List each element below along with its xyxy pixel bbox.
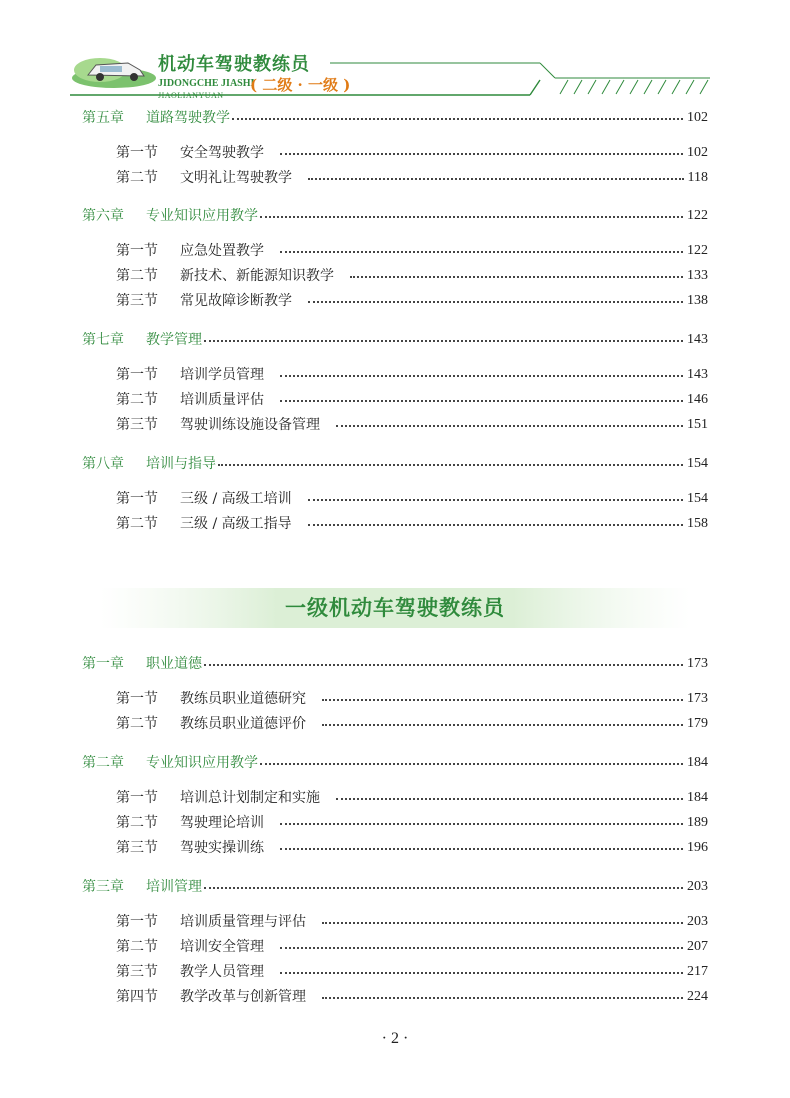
chapter-number: 第一章 [82,656,124,672]
chapter-number: 第八章 [82,456,124,472]
leader-dots [308,524,683,526]
page-ref: 138 [687,293,708,308]
page-ref: 184 [687,790,708,805]
leader-dots [322,997,683,999]
leader-dots [280,823,683,825]
section-number: 第一节 [116,691,158,707]
toc-section-row [0,712,790,736]
section-title: 三级 / 高级工指导 [180,516,292,532]
section-number: 第二节 [116,268,158,284]
toc-chapter-row [0,452,790,476]
section-number: 第一节 [116,491,158,507]
leader-dots [260,763,683,765]
section-number: 第一节 [116,367,158,383]
toc-section-row [0,388,790,412]
section-title: 教学人员管理 [180,964,264,980]
leader-dots [350,276,683,278]
toc-section-row [0,289,790,313]
section-number: 第二节 [116,516,158,532]
leader-dots [204,664,683,666]
section-number: 第三节 [116,417,158,433]
leader-dots [280,400,683,402]
page-ref: 122 [687,208,708,223]
section-number: 第一节 [116,243,158,259]
section-number: 第二节 [116,170,158,186]
leader-dots [308,499,683,501]
section-title: 教练员职业道德研究 [180,691,306,707]
toc-section-row [0,487,790,511]
leader-dots [232,118,683,120]
page-ref: 184 [687,755,708,770]
page-ref: 143 [687,332,708,347]
leader-dots [260,216,683,218]
page-ref: 158 [687,516,708,531]
section-number: 第二节 [116,392,158,408]
section-title: 安全驾驶教学 [180,145,264,161]
toc-chapter-row [0,328,790,352]
section-title: 常见故障诊断教学 [180,293,292,309]
chapter-title: 专业知识应用教学 [146,208,258,224]
leader-dots [322,922,683,924]
toc-section-row [0,512,790,536]
section-number: 第三节 [116,964,158,980]
section-title: 教练员职业道德评价 [180,716,306,732]
chapter-title: 教学管理 [146,332,202,348]
toc-section-row [0,239,790,263]
section-title: 培训学员管理 [180,367,264,383]
leader-dots [280,251,683,253]
chapter-title: 培训与指导 [146,456,216,472]
toc-section-row [0,363,790,387]
page-ref: 203 [687,914,708,929]
leader-dots [280,375,683,377]
section-title: 新技术、新能源知识教学 [180,268,334,284]
section-number: 第二节 [116,716,158,732]
leader-dots [280,848,683,850]
toc-section-row [0,264,790,288]
chapter-number: 第五章 [82,110,124,126]
section-number: 第四节 [116,989,158,1005]
toc-section-row [0,935,790,959]
page-ref: 102 [687,110,708,125]
leader-dots [280,972,683,974]
toc-section-row [0,141,790,165]
section-title: 教学改革与创新管理 [180,989,306,1005]
header-pinyin-line1: JIDONGCHE JIASHI [158,78,255,89]
leader-dots [308,178,684,180]
section-title: 应急处置教学 [180,243,264,259]
page-ref: 102 [687,145,708,160]
chapter-number: 第三章 [82,879,124,895]
banner-title: 一级机动车驾驶教练员 [285,596,505,620]
page-ref: 217 [687,964,708,979]
section-number: 第二节 [116,815,158,831]
section-title: 培训质量评估 [180,392,264,408]
page-ref: 179 [687,716,708,731]
page-ref: 133 [687,268,708,283]
chapter-title: 职业道德 [146,656,202,672]
page-ref: 154 [687,456,708,471]
page-ref: 173 [687,656,708,671]
section-title: 文明礼让驾驶教学 [180,170,292,186]
section-title: 培训安全管理 [180,939,264,955]
leader-dots [336,425,683,427]
toc-chapter-row [0,751,790,775]
leader-dots [308,301,683,303]
page-ref: 154 [687,491,708,506]
page-ref: 203 [687,879,708,894]
toc-section-row [0,960,790,984]
toc-section-row [0,687,790,711]
section-title: 驾驶训练设施设备管理 [180,417,320,433]
toc-chapter-row [0,652,790,676]
toc-section-row [0,910,790,934]
header-level-label: ( 二级 · 一级 ) [250,76,351,94]
leader-dots [280,947,683,949]
section-number: 第二节 [116,939,158,955]
page-ref: 146 [687,392,708,407]
section-number: 第三节 [116,840,158,856]
chapter-title: 培训管理 [146,879,202,895]
car-logo-icon [70,48,158,88]
section-number: 第一节 [116,145,158,161]
running-header [0,0,790,110]
chapter-title: 专业知识应用教学 [146,755,258,771]
section-banner [100,588,690,628]
page-ref: 173 [687,691,708,706]
section-title: 三级 / 高级工培训 [180,491,292,507]
leader-dots [218,464,683,466]
leader-dots [322,724,683,726]
header-title: 机动车驾驶教练员 [158,54,310,75]
page-ref: 224 [687,989,708,1004]
section-title: 驾驶实操训练 [180,840,264,856]
toc-section-row [0,413,790,437]
page-ref: 118 [687,170,708,185]
leader-dots [204,887,683,889]
toc-section-row [0,786,790,810]
leader-dots [280,153,683,155]
leader-dots [336,798,683,800]
header-pinyin-line2: JIAOLIANYUAN [158,91,224,100]
page-ref: 122 [687,243,708,258]
section-title: 培训总计划制定和实施 [180,790,320,806]
chapter-number: 第七章 [82,332,124,348]
page-ref: 207 [687,939,708,954]
chapter-title: 道路驾驶教学 [146,110,230,126]
toc-chapter-row [0,875,790,899]
page-ref: 196 [687,840,708,855]
page-number: · 2 · [381,1030,409,1047]
toc-chapter-row [0,106,790,130]
page-ref: 189 [687,815,708,830]
toc-section-row [0,166,790,190]
toc-chapter-row [0,204,790,228]
toc-section-row [0,811,790,835]
leader-dots [204,340,683,342]
chapter-number: 第二章 [82,755,124,771]
leader-dots [322,699,683,701]
toc-section-row [0,836,790,860]
section-title: 驾驶理论培训 [180,815,264,831]
section-number: 第一节 [116,790,158,806]
section-title: 培训质量管理与评估 [180,914,306,930]
page-ref: 143 [687,367,708,382]
section-number: 第一节 [116,914,158,930]
toc-section-row [0,985,790,1009]
section-number: 第三节 [116,293,158,309]
chapter-number: 第六章 [82,208,124,224]
page-ref: 151 [687,417,708,432]
